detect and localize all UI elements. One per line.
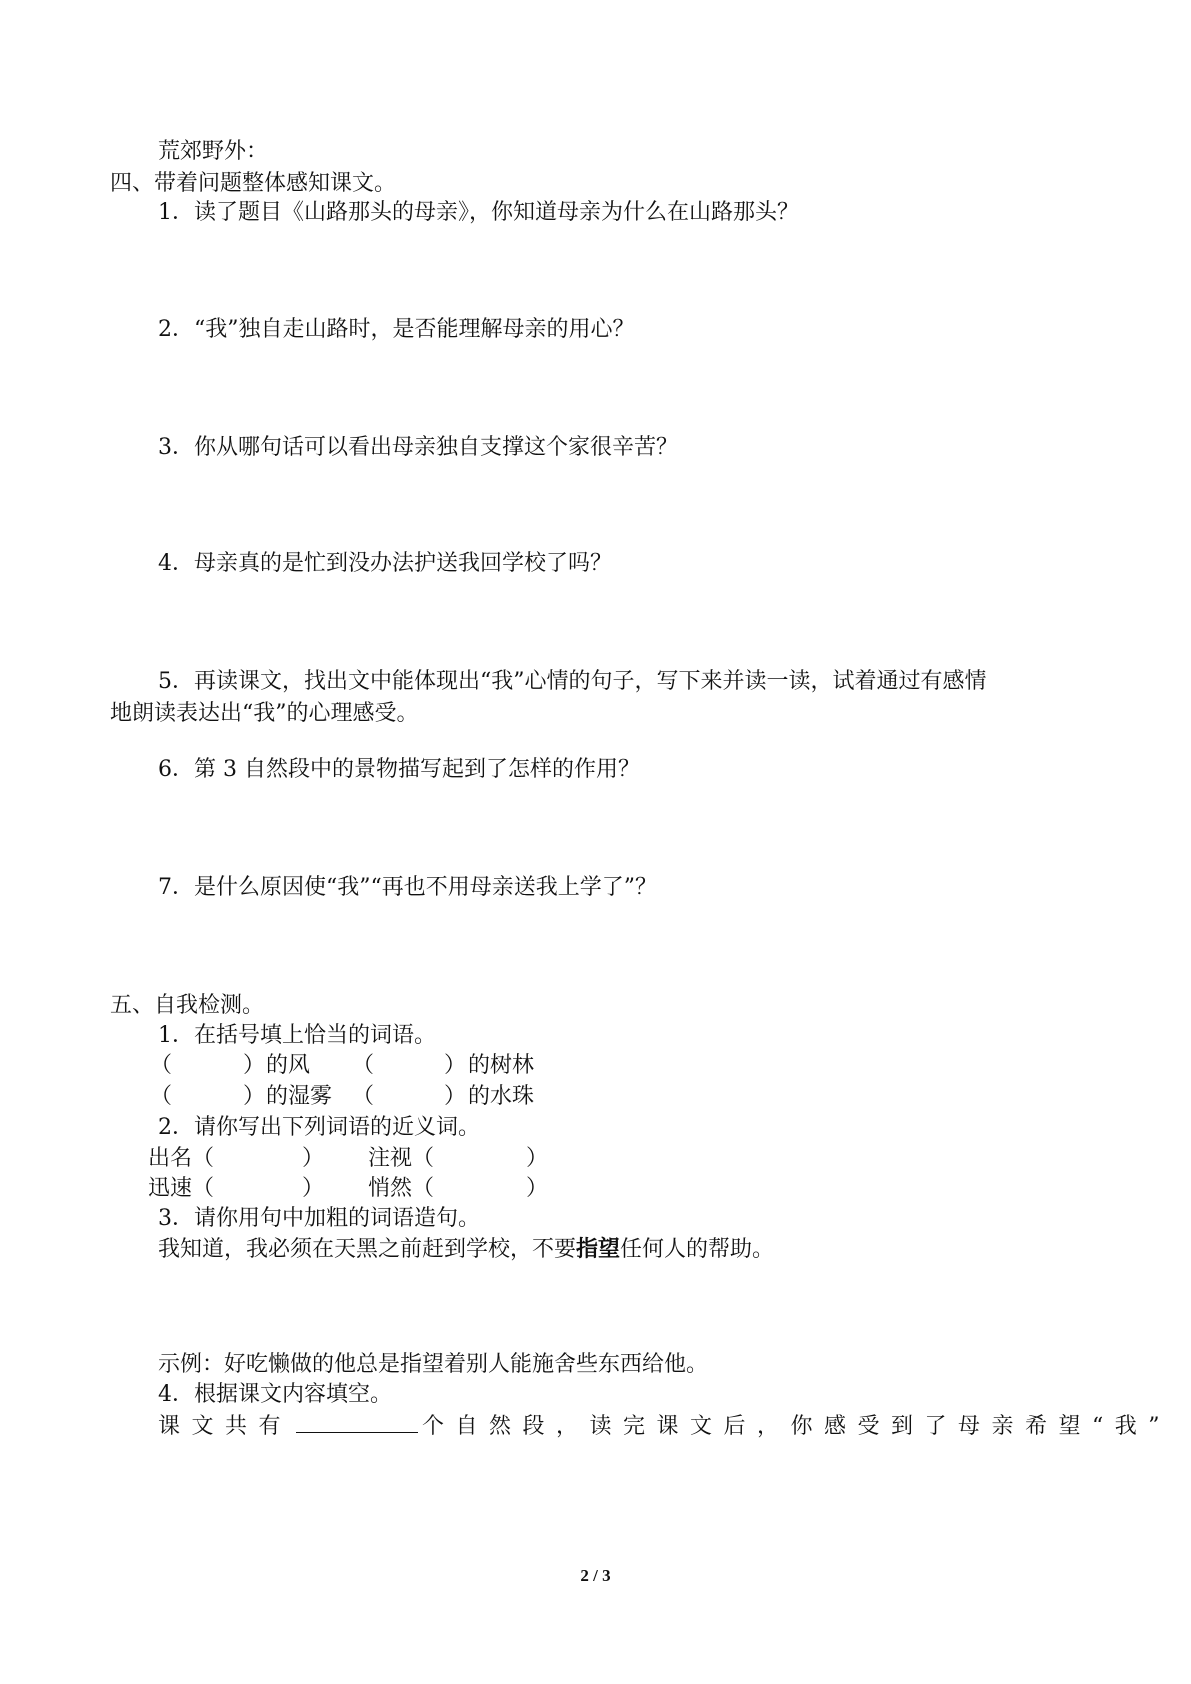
fill-word: 的湿雾 <box>266 1084 333 1109</box>
paren-close: ） <box>302 1146 325 1171</box>
task-4-sentence <box>158 1412 1171 1441</box>
paren-close: ） <box>243 1084 266 1109</box>
sentence-text: 我知道，我必须在天黑之前赶到学校，不要 <box>158 1237 577 1262</box>
answer-blank[interactable] <box>296 1412 418 1433</box>
paren-close: ） <box>444 1084 467 1109</box>
paren-close: ） <box>302 1176 325 1201</box>
question-2: 2．“我”独自走山路时，是否能理解母亲的用心？ <box>158 317 635 342</box>
paren-close: ） <box>526 1146 549 1171</box>
fill-word: 的树林 <box>468 1053 535 1078</box>
synonym-word: 悄然（ <box>368 1176 435 1201</box>
section-heading-4: 四、带着问题整体感知课文。 <box>110 171 397 196</box>
synonym-word: 迅速（ <box>148 1176 215 1201</box>
task-1: 1．在括号填上恰当的词语。 <box>158 1023 436 1048</box>
task-2: 2．请你写出下列词语的近义词。 <box>158 1115 480 1140</box>
task-4: 4．根据课文内容填空。 <box>158 1382 392 1407</box>
question-5-line-2: 地朗读表达出“我”的心理感受。 <box>110 701 419 726</box>
sentence-text: 课文共有 <box>158 1414 293 1439</box>
question-5-line-1: 5．再读课文，找出文中能体现出“我”心情的句子，写下来并读一读，试着通过有感情 <box>158 669 987 694</box>
question-1: 1．读了题目《山路那头的母亲》，你知道母亲为什么在山路那头？ <box>158 200 799 225</box>
example-sentence: 示例：好吃懒做的他总是指望着别人能施舍些东西给他。 <box>158 1352 709 1377</box>
sentence-text: 任何人的帮助。 <box>620 1237 775 1262</box>
paren-open: （ <box>352 1053 375 1078</box>
page-number: 2 / 3 <box>580 1566 611 1585</box>
paren-open: （ <box>352 1084 375 1109</box>
paren-open: （ <box>150 1084 173 1109</box>
section-heading-5: 五、自我检测。 <box>110 993 265 1018</box>
paren-close: ） <box>526 1176 549 1201</box>
synonym-word: 注视（ <box>368 1146 435 1171</box>
question-7: 7．是什么原因使“我”“再也不用母亲送我上学了”？ <box>158 875 657 900</box>
synonym-word: 出名（ <box>148 1146 215 1171</box>
question-6: 6．第 3 自然段中的景物描写起到了怎样的作用？ <box>158 757 640 782</box>
bold-word: 指望 <box>576 1237 621 1262</box>
paren-close: ） <box>243 1053 266 1078</box>
fill-word: 的水珠 <box>468 1084 535 1109</box>
task-3: 3．请你用句中加粗的词语造句。 <box>158 1206 480 1231</box>
sentence-text: 个自然段，读完课文后，你感受到了母亲希望“我” <box>422 1414 1172 1439</box>
paren-open: （ <box>150 1053 173 1078</box>
paren-close: ） <box>444 1053 467 1078</box>
fill-word: 的风 <box>266 1053 311 1078</box>
task-3-sentence <box>158 1236 774 1264</box>
question-4: 4．母亲真的是忙到没办法护送我回学校了吗？ <box>158 551 612 576</box>
question-3: 3．你从哪句话可以看出母亲独自支撑这个家很辛苦？ <box>158 435 678 460</box>
text-line: 荒郊野外： <box>158 139 269 164</box>
